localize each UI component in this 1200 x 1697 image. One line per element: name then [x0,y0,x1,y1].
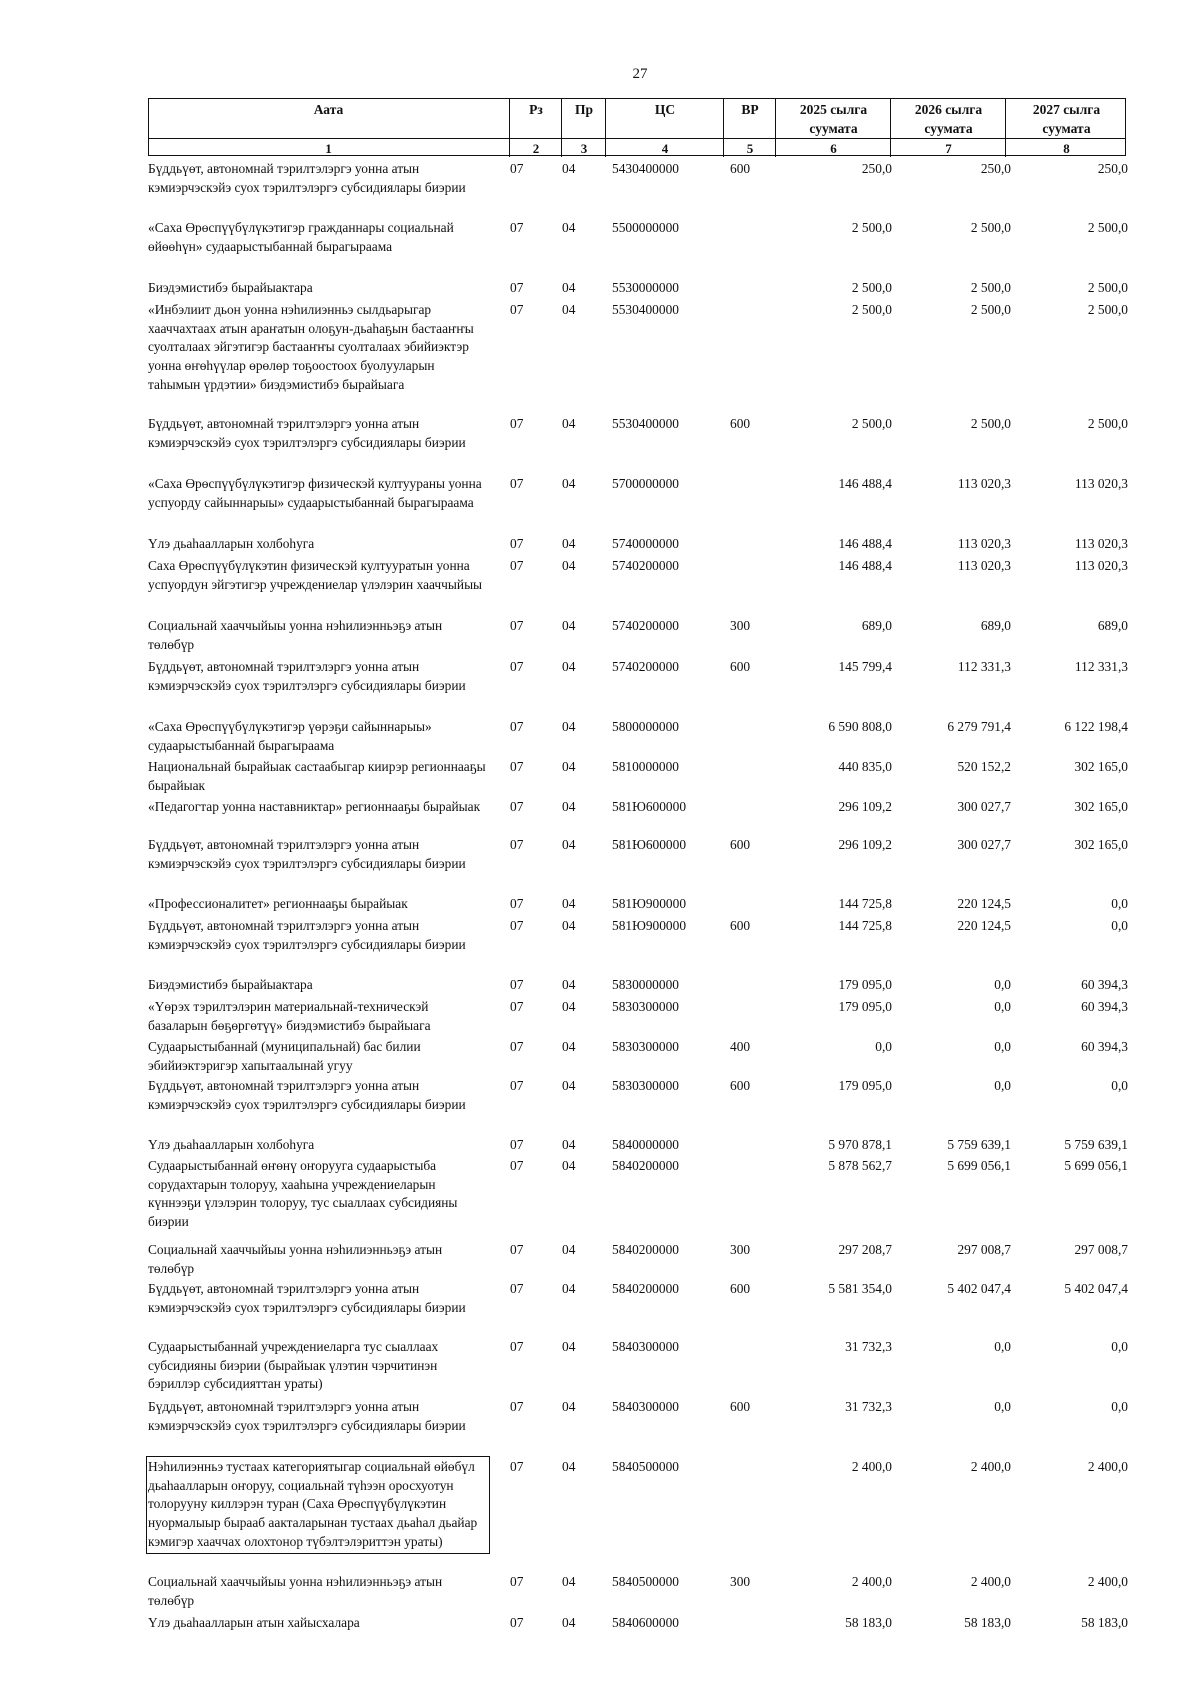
row-value-2026: 0,0 [994,1078,1011,1093]
row-name: Бүддьүөт, автономнай тэрилтэлэргэ уонна атын кэмиэрчэскэйэ суох тэрилтэлэргэ субсидиялары биэрии [148,837,466,871]
row-cs: 5530000000 [612,280,679,295]
header-num-5: 5 [723,139,776,157]
row-cs: 581Ю900000 [612,896,687,911]
row-name: «Саха Өрөспүүбүлүкэтигэр физическэй култуураны уонна успуорду сайыннарыы» судаарыстыбаннай бырагыраама [148,476,482,510]
row-cs: 581Ю900000 [612,918,687,933]
row-rz: 07 [510,1615,524,1630]
row-vr: 600 [730,1078,751,1093]
row-value-2026: 112 331,3 [957,659,1011,674]
row-value-2026: 2 500,0 [970,416,1011,431]
row-value-2027: 0,0 [1111,1339,1128,1354]
row-pr: 04 [562,759,576,774]
row-pr: 04 [562,659,576,674]
row-value-2027: 5 759 639,1 [1064,1137,1128,1152]
row-value-2025: 250,0 [861,161,892,176]
header-col-cs-label: ЦС [654,102,676,117]
row-value-2025: 5 970 878,1 [828,1137,892,1152]
row-cs: 5740200000 [612,558,679,573]
row-value-2025: 2 500,0 [851,220,892,235]
row-name: Бүддьүөт, автономнай тэрилтэлэргэ уонна атын кэмиэрчэскэйэ суох тэрилтэлэргэ субсидиялары биэрии [148,659,466,693]
header-num-6: 6 [775,139,891,157]
row-name: Бүддьүөт, автономнай тэрилтэлэргэ уонна атын кэмиэрчэскэйэ суох тэрилтэлэргэ субсидиялары биэрии [148,416,466,450]
row-value-2026: 113 020,3 [957,476,1011,491]
header-col-2026-label: 2026 сылга суумата [914,102,983,136]
row-value-2027: 6 122 198,4 [1064,719,1128,734]
row-name: Биэдэмистибэ бырайыактара [148,977,313,992]
row-value-2025: 179 095,0 [838,977,892,992]
row-cs: 5840200000 [612,1158,679,1173]
row-pr: 04 [562,1078,576,1093]
row-rz: 07 [510,1281,524,1296]
row-value-2025: 5 878 562,7 [828,1158,892,1173]
row-vr: 300 [730,618,751,633]
row-pr: 04 [562,618,576,633]
row-cs: 5840500000 [612,1459,679,1474]
row-pr: 04 [562,476,576,491]
row-name: «Саха Өрөспүүбүлүкэтигэр үөрэҕи сайыннарыы» судаарыстыбаннай бырагыраама [148,719,432,753]
row-rz: 07 [510,659,524,674]
row-rz: 07 [510,1459,524,1474]
row-rz: 07 [510,558,524,573]
row-pr: 04 [562,799,576,814]
row-value-2027: 60 394,3 [1081,999,1128,1014]
row-name: «Профессионалитет» регионнааҕы бырайыак [148,896,408,911]
row-rz: 07 [510,1242,524,1257]
row-rz: 07 [510,999,524,1014]
header-col-name-label: Аата [313,102,344,117]
header-num-3: 3 [561,139,606,157]
row-cs: 5700000000 [612,476,679,491]
row-cs: 5830300000 [612,1078,679,1093]
row-vr: 600 [730,659,751,674]
row-pr: 04 [562,558,576,573]
row-name: Бүддьүөт, автономнай тэрилтэлэргэ уонна атын кэмиэрчэскэйэ суох тэрилтэлэргэ субсидиялары биэрии [148,1399,466,1433]
row-value-2027: 58 183,0 [1081,1615,1128,1630]
row-value-2025: 297 208,7 [838,1242,892,1257]
header-col-rz-label: Рз [529,102,543,117]
header-col-name [148,98,509,138]
row-value-2027: 0,0 [1111,918,1128,933]
row-value-2026: 0,0 [994,999,1011,1014]
row-value-2025: 2 400,0 [851,1574,892,1589]
row-name: Бүддьүөт, автономнай тэрилтэлэргэ уонна атын кэмиэрчэскэйэ суох тэрилтэлэргэ субсидиялары биэрии [148,918,466,952]
row-value-2026: 0,0 [994,1039,1011,1054]
row-cs: 5810000000 [612,759,679,774]
row-value-2026: 220 124,5 [957,918,1011,933]
row-value-2025: 146 488,4 [838,536,892,551]
header-num-1: 1 [325,141,332,156]
row-rz: 07 [510,1039,524,1054]
row-name: Социальнай хааччыйыы уонна нэһилиэнньэҕэ атын төлөбүр [148,618,443,652]
row-value-2025: 440 835,0 [838,759,892,774]
row-value-2025: 296 109,2 [838,837,892,852]
row-pr: 04 [562,1339,576,1354]
row-value-2025: 2 500,0 [851,302,892,317]
row-name: Бүддьүөт, автономнай тэрилтэлэргэ уонна атын кэмиэрчэскэйэ суох тэрилтэлэргэ субсидиялары биэрии [148,1078,466,1112]
row-vr: 300 [730,1242,751,1257]
row-value-2026: 113 020,3 [957,558,1011,573]
row-rz: 07 [510,719,524,734]
row-pr: 04 [562,1039,576,1054]
row-value-2027: 302 165,0 [1074,759,1128,774]
header-col-cs [605,98,724,138]
row-cs: 5840500000 [612,1574,679,1589]
header-num-8: 8 [1005,139,1127,157]
header-col-2026 [890,98,1006,138]
row-cs: 5840200000 [612,1281,679,1296]
row-name-highlighted: Нэһилиэнньэ тустаах категориятыгар социальнай өйөбүл дьаһаалларын оҥоруу, социальнай түһээн оросхуотун толорууну киллэрэн туран (Саха Өрөспүүбүлүкэтин нуормалыыр бырааб аакталарынан тустаах дьаһал дьайар кэмигэр хааччах олохтонор түбэлтэлэриттэн ураты) [148,1458,488,1552]
row-cs: 5840300000 [612,1339,679,1354]
row-value-2026: 220 124,5 [957,896,1011,911]
row-rz: 07 [510,977,524,992]
row-value-2027: 2 400,0 [1087,1459,1128,1474]
row-vr: 600 [730,416,751,431]
row-cs: 5830300000 [612,1039,679,1054]
row-value-2026: 2 500,0 [970,280,1011,295]
row-value-2027: 302 165,0 [1074,837,1128,852]
row-name: Үлэ дьаһаалларын холбоһуга [148,1137,315,1152]
header-col-vr [723,98,776,138]
row-vr: 300 [730,1574,751,1589]
header-number-row [148,138,1126,157]
row-cs: 5800000000 [612,719,679,734]
row-value-2027: 112 331,3 [1074,659,1128,674]
row-value-2027: 0,0 [1111,1399,1128,1414]
row-value-2027: 60 394,3 [1081,977,1128,992]
row-vr: 600 [730,161,751,176]
row-name: Үлэ дьаһаалларын атын хайысхалара [148,1615,360,1630]
row-rz: 07 [510,1399,524,1414]
row-vr: 600 [730,918,751,933]
row-pr: 04 [562,1281,576,1296]
row-value-2027: 113 020,3 [1074,476,1128,491]
row-value-2025: 2 500,0 [851,416,892,431]
row-value-2026: 250,0 [980,161,1011,176]
row-name: Үлэ дьаһаалларын холбоһуга [148,536,315,551]
row-rz: 07 [510,161,524,176]
header-col-pr-label: Пр [574,102,593,117]
row-pr: 04 [562,1459,576,1474]
row-rz: 07 [510,220,524,235]
page-number: 27 [632,66,648,82]
row-value-2027: 689,0 [1097,618,1128,633]
row-value-2025: 6 590 808,0 [828,719,892,734]
row-cs: 5430400000 [612,161,679,176]
row-value-2026: 5 402 047,4 [947,1281,1011,1296]
row-value-2027: 113 020,3 [1074,558,1128,573]
row-value-2027: 2 500,0 [1087,416,1128,431]
row-value-2027: 113 020,3 [1074,536,1128,551]
row-cs: 5830000000 [612,977,679,992]
row-cs: 5740000000 [612,536,679,551]
row-name: Судаарыстыбаннай учреждениеларга тус сыаллаах субсидияны биэрии (бырайыак үлэтин чэрчитинэн бэриллэр субсидияттан ураты) [148,1339,439,1392]
row-cs: 5740200000 [612,618,679,633]
row-cs: 581Ю600000 [612,799,687,814]
row-value-2025: 146 488,4 [838,558,892,573]
row-pr: 04 [562,1399,576,1414]
header-col-pr [561,98,606,138]
row-value-2026: 6 279 791,4 [947,719,1011,734]
row-value-2025: 0,0 [875,1039,892,1054]
row-vr: 600 [730,837,751,852]
row-pr: 04 [562,536,576,551]
row-value-2027: 0,0 [1111,1078,1128,1093]
row-value-2027: 5 402 047,4 [1064,1281,1128,1296]
row-pr: 04 [562,918,576,933]
header-col-2027-label: 2027 сылга суумата [1032,102,1101,136]
row-value-2026: 297 008,7 [957,1242,1011,1257]
row-value-2026: 0,0 [994,1339,1011,1354]
row-value-2025: 2 500,0 [851,280,892,295]
row-value-2027: 2 500,0 [1087,302,1128,317]
row-rz: 07 [510,302,524,317]
row-value-2025: 179 095,0 [838,999,892,1014]
row-value-2026: 520 152,2 [957,759,1011,774]
row-rz: 07 [510,1339,524,1354]
row-value-2025: 31 732,3 [845,1339,892,1354]
row-vr: 400 [730,1039,751,1054]
row-value-2026: 0,0 [994,1399,1011,1414]
row-value-2026: 0,0 [994,977,1011,992]
row-pr: 04 [562,1137,576,1152]
row-value-2027: 2 500,0 [1087,280,1128,295]
header-col-2025 [775,98,891,138]
row-value-2026: 2 500,0 [970,220,1011,235]
row-value-2026: 5 759 639,1 [947,1137,1011,1152]
row-cs: 5840300000 [612,1399,679,1414]
row-value-2025: 2 400,0 [851,1459,892,1474]
row-rz: 07 [510,1158,524,1173]
row-pr: 04 [562,416,576,431]
row-value-2025: 144 725,8 [838,896,892,911]
row-rz: 07 [510,799,524,814]
row-pr: 04 [562,220,576,235]
row-value-2026: 300 027,7 [957,799,1011,814]
row-value-2025: 296 109,2 [838,799,892,814]
row-name: «Саха Өрөспүүбүлүкэтигэр гражданнары социальнай өйөөһүн» судаарыстыбаннай бырагыраама [148,220,454,254]
row-value-2027: 5 699 056,1 [1064,1158,1128,1173]
row-name: «Инбэлиит дьон уонна нэһилиэнньэ сылдьарыгар хааччахтаах атын араҥатын олоҕун-дьаһаҕын бастааҥҥы суолталаах эйгэтигэр бастааҥҥы суолталаах эбийиэктэр уонна өҥөһүүлар өрөлөр тоҕоостоох буолууларын таһымын үрдэтии» биэдэмистибэ бырайыага [148,302,474,392]
row-value-2026: 5 699 056,1 [947,1158,1011,1173]
row-value-2027: 2 500,0 [1087,220,1128,235]
row-name: Социальнай хааччыйыы уонна нэһилиэнньэҕэ атын төлөбүр [148,1242,443,1276]
row-pr: 04 [562,1574,576,1589]
row-value-2027: 302 165,0 [1074,799,1128,814]
row-name: Бүддьүөт, автономнай тэрилтэлэргэ уонна атын кэмиэрчэскэйэ суох тэрилтэлэргэ субсидиялары биэрии [148,161,466,195]
row-pr: 04 [562,1242,576,1257]
row-name: «Педагогтар уонна наставниктар» регионнааҕы бырайыак [148,799,481,814]
row-rz: 07 [510,837,524,852]
row-pr: 04 [562,837,576,852]
row-value-2026: 2 400,0 [970,1574,1011,1589]
row-vr: 600 [730,1399,751,1414]
header-col-vr-label: ВР [741,102,759,117]
header-num-2: 2 [509,139,562,157]
row-rz: 07 [510,896,524,911]
header-col-rz [509,98,562,138]
row-value-2027: 2 400,0 [1087,1574,1128,1589]
header-num-7: 7 [890,139,1006,157]
row-cs: 581Ю600000 [612,837,687,852]
row-value-2026: 689,0 [980,618,1011,633]
row-pr: 04 [562,999,576,1014]
row-rz: 07 [510,618,524,633]
row-rz: 07 [510,1574,524,1589]
row-rz: 07 [510,280,524,295]
row-cs: 5740200000 [612,659,679,674]
header-num-4: 4 [605,139,724,157]
row-pr: 04 [562,977,576,992]
header-col-2025-label: 2025 сылга суумата [799,102,868,136]
row-pr: 04 [562,302,576,317]
row-value-2025: 144 725,8 [838,918,892,933]
row-value-2027: 250,0 [1097,161,1128,176]
row-cs: 5530400000 [612,416,679,431]
row-name: Судаарыстыбаннай өҥөнү оҥорууга судаарыстыба сорудахтарын толоруу, хааһына учреждениеларын күннээҕи үлэлэрин толоруу, тус сыаллаах субсидияны биэрии [148,1158,458,1230]
row-rz: 07 [510,536,524,551]
row-name: Судаарыстыбаннай (муниципальнай) бас билии эбийиэктэригэр хапытаалынай угуу [148,1039,421,1073]
row-vr: 600 [730,1281,751,1296]
row-value-2025: 689,0 [861,618,892,633]
row-name: «Үөрэх тэрилтэлэрин материальнай-техническэй базаларын бөҕөргөтүү» биэдэмистибэ бырайыага [148,999,431,1033]
row-value-2027: 60 394,3 [1081,1039,1128,1054]
row-pr: 04 [562,161,576,176]
row-pr: 04 [562,280,576,295]
row-name: Саха Өрөспүүбүлүкэтин физическэй култууратын уонна успуордун эйгэтигэр учреждениелар үлэлэрин хааччыйыы [148,558,483,592]
row-value-2025: 31 732,3 [845,1399,892,1414]
row-rz: 07 [510,759,524,774]
row-rz: 07 [510,416,524,431]
row-value-2026: 2 400,0 [970,1459,1011,1474]
row-value-2025: 146 488,4 [838,476,892,491]
row-rz: 07 [510,918,524,933]
row-cs: 5500000000 [612,220,679,235]
table-header [148,98,1126,156]
row-name: Социальнай хааччыйыы уонна нэһилиэнньэҕэ атын төлөбүр [148,1574,443,1608]
row-pr: 04 [562,1615,576,1630]
row-value-2026: 300 027,7 [957,837,1011,852]
row-cs: 5840000000 [612,1137,679,1152]
row-pr: 04 [562,1158,576,1173]
row-value-2027: 297 008,7 [1074,1242,1128,1257]
row-value-2025: 58 183,0 [845,1615,892,1630]
row-name: Биэдэмистибэ бырайыактара [148,280,313,295]
row-cs: 5840600000 [612,1615,679,1630]
row-value-2026: 58 183,0 [964,1615,1011,1630]
row-pr: 04 [562,896,576,911]
row-cs: 5530400000 [612,302,679,317]
row-name: Национальнай бырайыак састаабыгар киирэр регионнааҕы бырайыак [148,759,486,793]
row-cs: 5840200000 [612,1242,679,1257]
row-value-2025: 179 095,0 [838,1078,892,1093]
row-name: Бүддьүөт, автономнай тэрилтэлэргэ уонна атын кэмиэрчэскэйэ суох тэрилтэлэргэ субсидиялары биэрии [148,1281,466,1315]
row-cs: 5830300000 [612,999,679,1014]
row-rz: 07 [510,1137,524,1152]
row-value-2025: 145 799,4 [838,659,892,674]
row-pr: 04 [562,719,576,734]
header-col-2027 [1005,98,1127,138]
row-rz: 07 [510,476,524,491]
row-value-2025: 5 581 354,0 [828,1281,892,1296]
row-value-2026: 113 020,3 [957,536,1011,551]
row-value-2026: 2 500,0 [970,302,1011,317]
row-value-2027: 0,0 [1111,896,1128,911]
row-rz: 07 [510,1078,524,1093]
